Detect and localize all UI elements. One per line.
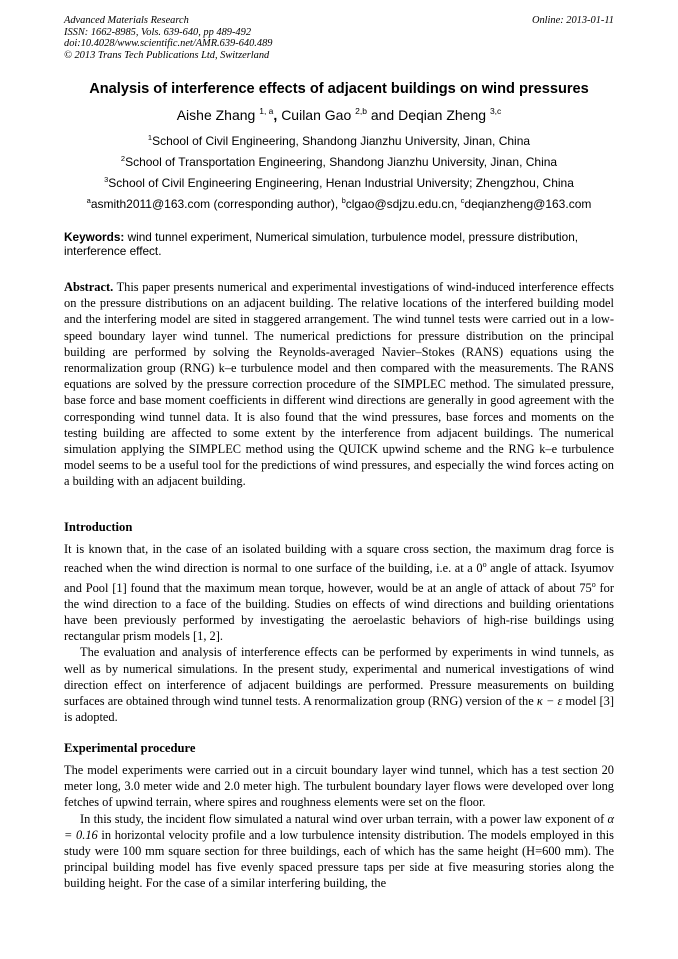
journal-header bbox=[64, 15, 272, 61]
issn-line: ISSN: 1662-8985, Vols. 639-640, pp 489-492 bbox=[64, 26, 252, 38]
paragraph bbox=[64, 541, 614, 644]
paragraph bbox=[64, 811, 614, 892]
affiliation-sup: 1 bbox=[147, 133, 153, 142]
author-name: Aishe Zhang bbox=[176, 107, 256, 123]
doi-line: doi:10.4028/www.scientific.net/AMR.639-640.489 bbox=[64, 38, 273, 50]
degree-sup: o bbox=[482, 560, 487, 570]
affiliation bbox=[0, 151, 678, 170]
section-heading-experimental: Experimental procedure bbox=[64, 741, 196, 755]
email-line bbox=[0, 193, 678, 212]
author-name: Deqian Zheng bbox=[398, 107, 487, 123]
affiliation bbox=[0, 172, 678, 191]
email-c: deqianzheng@163.com bbox=[464, 197, 592, 211]
section-heading-introduction: Introduction bbox=[64, 520, 133, 534]
paragraph-text: In this study, the incident flow simulated a natural wind over urban terrain, with a power law exponent of bbox=[80, 811, 608, 826]
author-sup: 3,c bbox=[489, 106, 502, 116]
copyright-line: © 2013 Trans Tech Publications Ltd, Switzerland bbox=[64, 49, 270, 61]
affiliation-text: School of Transportation Engineering, Shandong Jianzhu University, Jinan, China bbox=[125, 155, 558, 169]
email-sup: c bbox=[460, 196, 465, 205]
keywords bbox=[64, 230, 614, 259]
abstract-label: Abstract. bbox=[64, 280, 114, 294]
email-sup: b bbox=[341, 196, 346, 205]
paragraph-text: The evaluation and analysis of interference effects can be performed by experiments in wind tunnels, as well as by numerical simulations. In the present study, experimental and numerical investigations of wind direction effect on interference of adjacent buildings are performed. Pressure measurements on building surfaces are obtained through wind tunnel tests. A renormalization group (RNG) version of the bbox=[64, 645, 614, 709]
email-sup: a bbox=[86, 196, 91, 205]
author-separator: , bbox=[273, 107, 282, 123]
paragraph-text: in horizontal velocity profile and a low turbulence intensity distribution. The models employed in this study were 100 mm square section for three buildings, each of which has the same height (H=600 mm). The principal building model has five evenly spaced pressure taps per side at five measuring stories along the building height. For the case of a similar interfering building, the bbox=[64, 827, 614, 891]
keywords-label: Keywords: bbox=[64, 230, 125, 244]
paragraph-text: for the wind direction to a face of the building. Studies on effects of wind directions and building orientations have been previously performed by investigating the aeroelastic behaviors of high-rise buildings using rectangular prism models [1, 2]. bbox=[64, 580, 615, 644]
affiliation-sup: 2 bbox=[120, 154, 126, 163]
paragraph-text: It is known that, in the case of an isolated building with a square cross section, the maximum drag force is reached when the wind direction is normal to one surface of the building, i.e. at a 0 bbox=[64, 542, 614, 576]
paragraph-text: angle of attack. Isyumov and Pool [1] found that the maximum mean torque, however, would be at an angle of attack of about 75 bbox=[64, 561, 614, 595]
author-separator: and bbox=[366, 107, 399, 123]
affiliation-sup: 3 bbox=[104, 175, 109, 184]
paragraph bbox=[64, 644, 614, 725]
paragraph: The model experiments were carried out in a circuit boundary layer wind tunnel, which has a test section 20 meter long, 3.0 meter wide and 2.0 meter high. The turbulent boundary layer flows were developed over long fetches of upwind terrain, where spires and roughness elements were set on the floor. bbox=[64, 763, 614, 810]
affiliation-text: School of Civil Engineering, Shandong Jianzhu University, Jinan, China bbox=[152, 134, 531, 148]
introduction-body bbox=[64, 541, 614, 725]
experimental-body bbox=[64, 762, 614, 892]
email-b: clgao@sdjzu.edu.cn, bbox=[345, 197, 461, 211]
author-name: Cuilan Gao bbox=[281, 107, 352, 123]
online-date: Online: 2013-01-11 bbox=[531, 15, 614, 26]
affiliation-text: School of Civil Engineering Engineering, Henan Industrial University; Zhengzhou, China bbox=[108, 176, 574, 190]
abstract-text: This paper presents numerical and experimental investigations of wind-induced interference effects on the pressure distributions on an adjacent building. The relative locations of the interfered building model and the interfering model are sited in staggered arrangement. The wind tunnel tests were carried out in a low-speed boundary layer wind tunnel. The numerical predictions for pressure distribution on the principal building are performed by solving the Reynolds-averaged Navier–Stokes (RANS) equations using the renormalization group (RNG) k–e turbulence model and then compared with the measurements. The RANS equations are solved by the pressure correction procedure of the SIMPLEC method. The simulated pressure, base force and base moment coefficients in different wind directions are generally in good agreement with the corresponding wind tunnel data. It is also found that the wind pressures, base forces and moments on the testing building are affected to some extent by the interference from adjacent buildings. The numerical simulation applying the SIMPLEC method using the QUICK upwind scheme and the RNG k–e turbulence model seems to be a useful tool for the predictions of wind pressures, and especially the wind forces acting on a building with an adjacent building. bbox=[64, 280, 614, 489]
degree-sup: o bbox=[591, 579, 596, 589]
abstract bbox=[64, 279, 614, 490]
affiliation bbox=[0, 130, 678, 149]
math-kappa-epsilon: κ − ε bbox=[536, 694, 563, 709]
keywords-text: wind tunnel experiment, Numerical simulation, turbulence model, pressure distribution, interference effect. bbox=[64, 230, 579, 259]
author-list bbox=[0, 102, 678, 124]
author-sup: 1, a bbox=[259, 106, 274, 116]
math-alpha: α = 0.16 bbox=[64, 811, 614, 842]
journal-name: Advanced Materials Research bbox=[64, 15, 189, 26]
paper-title: Analysis of interference effects of adjacent buildings on wind pressures bbox=[89, 81, 589, 97]
paragraph-text: model [3] is adopted. bbox=[64, 694, 615, 725]
email-a: asmith2011@163.com (corresponding author), bbox=[90, 197, 342, 211]
author-sup: 2,b bbox=[355, 106, 367, 116]
